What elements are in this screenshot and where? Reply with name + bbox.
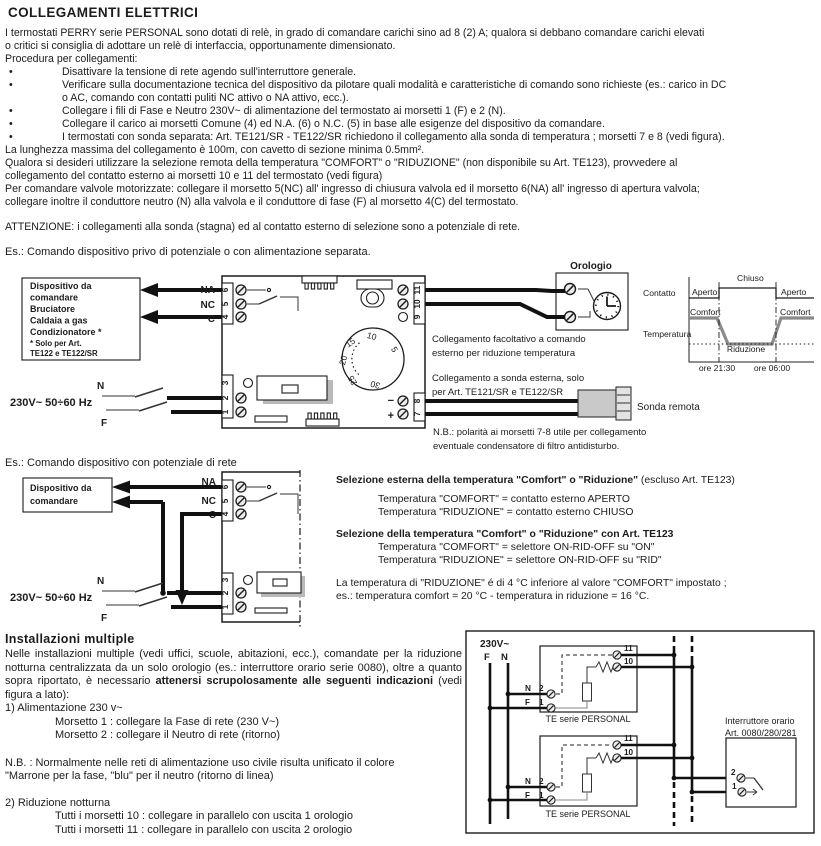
terminal-number-11: 11 [624,734,633,743]
supply-label: 230V~ [480,639,510,650]
dial-number: 30 [369,378,382,391]
bullet-item-2-cont: o AC, comando con contatti puliti NC attivo o NA attivo, ecc.). [62,92,349,104]
label-f: F [484,652,490,663]
label-n: N [97,576,105,587]
nb-note: N.B. : Normalmente nelle reti di alimentazione uso civile risulta unificato il colore [5,756,395,769]
label-f: F [101,613,108,624]
label-n: N [97,381,105,392]
terminal-screw [398,285,408,295]
dial-number: 15 [343,335,358,350]
terminal-number-5: 5 [221,301,230,307]
label-f: F [525,791,531,800]
note-external-probe: per Art. TE121/SR e TE122/SR [432,387,564,398]
selection-heading-1 [336,474,820,487]
bottom-connector [255,608,287,613]
selection-note: es.: temperatura comfort = 20 °C - temperatura in riduzione = 16 °C. [336,591,650,602]
chart-time-1: ore 21:30 [698,363,736,373]
terminal-screw [236,588,246,598]
para-bold: attenersi scrupolosamente alle seguenti indicazioni [155,675,434,687]
time-switch-label: Interruttore orario [725,716,795,726]
terminal-number-2: 2 [731,768,736,777]
chart-aperto-right: Aperto [781,287,807,297]
terminal-number-8: 8 [413,398,422,404]
terminal-number-7: 7 [413,411,422,417]
thermostat-board-partial [221,470,305,628]
terminal-number-2: 2 [539,777,544,786]
terminal-screw [236,393,246,403]
bullet-marker: • [9,118,13,130]
terminal-number-1: 1 [539,791,544,800]
terminal-screw [398,409,408,419]
te-label: TE serie PERSONAL [545,809,631,819]
intro-line-2: o critici si consiglia di adottare un relè di interfaccia, opportunamente dimensionato. [5,40,396,52]
chart-comfort-left: Comfort [690,307,721,317]
terminal-screw [613,754,621,762]
supply-label: 230V~ 50÷60 Hz [10,397,93,409]
device-box-line: comandare [30,292,79,303]
terminal-screw [565,312,576,323]
chart-temperature-axis-label: Temperatura [643,329,692,339]
label-na: NA [200,285,215,296]
time-switch-unit [725,716,797,807]
multiple-installations-section [5,632,462,837]
label-f: F [525,698,531,707]
te-thermostat-1 [525,644,637,724]
bullet-item-1 [5,66,819,79]
terminal-screw [565,284,576,295]
chart-time-2: ore 06:00 [753,363,791,373]
supply-label: 230V~ 50÷60 Hz [10,592,93,604]
label-nc: NC [201,496,216,507]
selection-line: Temperatura "COMFORT" = contatto esterno APERTO [378,494,630,505]
polarity-minus: − [387,395,394,407]
selection-line: Temperatura "COMFORT" = selettore ON-RID-OFF su "ON" [378,542,655,553]
terminal-screw [236,602,246,612]
page-title: COLLEGAMENTI ELETTRICI [8,5,199,20]
terminal-number-3: 3 [221,380,230,386]
device-box-line: comandare [30,496,79,506]
clock-icon [594,293,621,320]
note-external-command: esterno per riduzione temperatura [432,348,576,359]
relay-component [257,376,333,404]
time-switch-art: Art. 0080/280/281 [725,728,797,738]
label-n: N [525,777,531,786]
terminal-screw [398,396,408,406]
terminal-number-1: 1 [732,782,737,791]
warning-text: ATTENZIONE: i collegamenti alla sonda (stagna) ed al contatto esterno di selezione sono a potenziale di rete. [5,221,521,233]
bullet-text: Verificare sulla documentazione tecnica del dispositivo da pilotare quali modalità e caratteristiche di comando sono richieste (es.: carico in DC [62,79,727,91]
terminal-number-2: 2 [539,684,544,693]
device-box-line: Dispositivo da [30,281,92,291]
list-item: 2) Riduzione notturna [5,796,111,809]
device-box-line: TE122 e TE122/SR [30,349,98,358]
selection-heading-2 [336,528,820,541]
para-normal: Nelle installazioni multiple (vedi uffici, scuole, abitazioni, ecc.), comandate per la riduzione notturna centralizzata da un solo orologio (es.: interruttore orario serie 0080), oltre a quanto sopra riportato, è necessario [5,648,462,687]
terminal-number-9: 9 [413,314,422,320]
device-box-line: Condizionatore * [30,327,102,337]
chart-aperto-left: Aperto [692,287,718,297]
terminal-screw [613,663,621,671]
terminal-number-10: 10 [413,299,422,309]
dial-number: 5 [389,344,401,355]
bullet-text: Collegare i fili di Fase e Neutro 230V~ di alimentazione del termostato ai morsetti 1 (F) e 2 (N). [62,105,506,117]
label-na: NA [201,477,216,488]
para-normal: (vedi figura a lato): [5,675,462,701]
chart-riduzione: Riduzione [726,344,766,354]
mains-supply [10,576,222,624]
intro-line-3: La lunghezza massima del collegamento è 100m, con cavetto di sezione minima 0.5mm². [5,144,425,156]
bullet-item-5 [5,131,819,144]
diagram2-wiring [0,470,340,632]
terminal-number-2: 2 [221,395,230,401]
nb-note: N.B.: polarità ai morsetti 7-8 utile per collegamento [433,427,647,438]
terminal-screw [236,299,246,309]
terminal-screw [547,783,555,791]
bullet-item-3 [5,105,819,118]
bullet-marker: • [9,131,13,143]
selection-heading-1-normal: (escluso Art. TE123) [638,475,735,486]
terminal-number-6: 6 [221,484,230,490]
list-subitem: Morsetto 1 : collegare la Fase di rete (230 V~) [55,715,280,728]
bullet-item-2 [5,79,819,92]
selection-line: Temperatura "RIDUZIONE" = selettore ON-RID-OFF su "RID" [378,555,662,566]
terminal-screw [236,509,246,519]
intro-line-6: Per comandare valvole motorizzate: collegare il morsetto 5(NC) all' ingresso di chiusura valvola ed il morsetto 6(NA) all' ingresso di apertura valvola; [5,183,700,195]
note-external-probe: Collegamento a sonda esterna, solo [432,373,585,384]
terminal-number-11: 11 [624,644,633,653]
device-box-line: Bruciatore [30,304,76,314]
section-title: Installazioni multiple [5,632,135,646]
terminal-screw [398,299,408,309]
bullet-marker: • [9,66,13,78]
terminal-screw [547,796,555,804]
intro-section [5,27,819,259]
list-subitem: Morsetto 2 : collegare il Neutro di rete (ritorno) [55,729,280,741]
dial-number: 10 [365,330,378,343]
terminal-number-1: 1 [539,698,544,707]
terminal-number-10: 10 [624,657,634,666]
bullet-marker: • [9,105,13,117]
label-c: C [207,314,215,325]
mains-supply [10,381,222,429]
terminal-screw [738,788,746,796]
device-box [23,478,112,512]
bottom-comb-connector [306,413,339,426]
terminal-screw [737,774,745,782]
terminal-screw [613,741,621,749]
chart-comfort-right: Comfort [780,307,811,317]
terminal-screw [236,312,246,322]
device-box-line: Dispositivo da [30,483,92,493]
terminal-number-11: 11 [413,285,422,295]
terminal-screw [236,285,246,295]
intro-line-4: Qualora si desideri utilizzare la selezione remota della temperatura "COMFORT" o "RIDUZIONE" (non disponibile su Art. TE123), provvedere al [5,157,678,169]
terminal-screw [547,704,555,712]
bottom-connector [255,416,287,422]
terminal-screw [613,651,621,659]
procedure-label: Procedura per collegamenti: [5,53,138,65]
polarity-plus: + [387,410,394,422]
label-nc: NC [200,300,215,311]
relay-component [257,572,305,597]
bullet-marker: • [9,79,13,91]
terminal-number-1: 1 [221,409,230,415]
terminal-number-4: 4 [221,314,230,320]
terminal-number-2: 2 [221,590,230,596]
terminal-number-3: 3 [221,577,230,583]
section-paragraph [5,648,462,702]
terminal-number-1: 1 [221,604,230,610]
terminal-screw [236,407,246,417]
te-label: TE serie PERSONAL [545,714,631,724]
thermostat-board [221,276,425,428]
orologio-label: Orologio [570,261,612,272]
diagram1-wiring [0,260,821,458]
selection-section [336,474,820,603]
chart-chiuso: Chiuso [737,273,764,283]
label-c: C [208,510,216,521]
selection-heading-1-bold: Selezione esterna della temperatura "Comfort" o "Riduzione" [336,475,639,486]
intro-line-7: collegare inoltre il conduttore neutro (N) alla valvola e il conduttore di fase (F) al morsetto 4(C) del termostato. [5,196,519,208]
diagram2-caption: Es.: Comando dispositivo con potenziale di rete [5,457,237,469]
diagram1-caption: Es.: Comando dispositivo privo di potenziale o con alimentazione separata. [5,246,371,258]
selection-line: Temperatura "RIDUZIONE" = contatto esterno CHIUSO [378,507,634,518]
selection-heading-2-bold: Selezione della temperatura "Comfort" o "Riduzione" con Art. TE123 [336,529,674,540]
device-box-line: * Solo per Art. [30,339,82,348]
dial-number: 20 [337,354,350,367]
terminal-number-4: 4 [221,511,230,517]
intro-line-5: collegamento del contatto esterno ai morsetti 10 e 11 del termostato (vedi figura) [5,170,383,182]
top-connector [302,276,337,289]
terminal-screw [547,690,555,698]
bullet-text: Disattivare la tensione di rete agendo sull'interruttore generale. [62,66,357,78]
comfort-reduction-chart [643,273,814,373]
label-f: F [101,418,108,429]
terminal-number-10: 10 [624,748,634,757]
list-subitem: Tutti i morsetti 10 : collegare in parallelo con uscita 1 orologio [55,810,353,822]
diagram3-multiple-installations [460,628,821,846]
bullet-text: I termostati con sonda separata: Art. TE121/SR - TE122/SR richiedono il collegamento alla sonda di temperatura ; morsetti 7 e 8 (vedi figura). [62,131,725,143]
clock-unit [425,261,628,330]
dial-number: 25 [345,373,360,388]
remote-probe-label: Sonda remota [637,402,700,413]
chart-contact-axis-label: Contatto [643,288,676,298]
bullet-item-4 [5,118,819,131]
terminal-number-5: 5 [221,498,230,504]
intro-line-1: I termostati PERRY serie PERSONAL sono dotati di relè, in grado di comandare carichi sino ad 8 (2) A; qualora si debbano comandare carichi elevati [5,27,705,39]
terminal-number-6: 6 [221,287,230,293]
label-n: N [525,684,531,693]
note-external-command: Collegamento facoltativo a comando [432,334,586,345]
bullet-text: Collegare il carico ai morsetti Comune (4) ed N.A. (6) o N.C. (5) in base alle esigenze del dispositivo da comandare. [62,118,605,130]
nb-note: "Marrone per la fase, "blu" per il neutro (ritorno di linea) [5,770,274,782]
list-item: 1) Alimentazione 230 v~ [5,702,123,714]
label-n: N [501,652,508,663]
list-subitem: Tutti i morsetti 11 : collegare in parallelo con uscita 2 orologio [55,823,353,836]
nb-note: eventuale condensatore di filtro antidisturbo. [433,441,620,452]
device-box [22,278,140,360]
selection-note: La temperatura di "RIDUZIONE" é di 4 °C inferiore al valore "COMFORT" impostato ; [336,578,727,589]
te-thermostat-2 [525,734,637,819]
terminal-screw [236,482,246,492]
terminal-screw [236,496,246,506]
device-box-line: Caldaia a gas [30,315,88,326]
